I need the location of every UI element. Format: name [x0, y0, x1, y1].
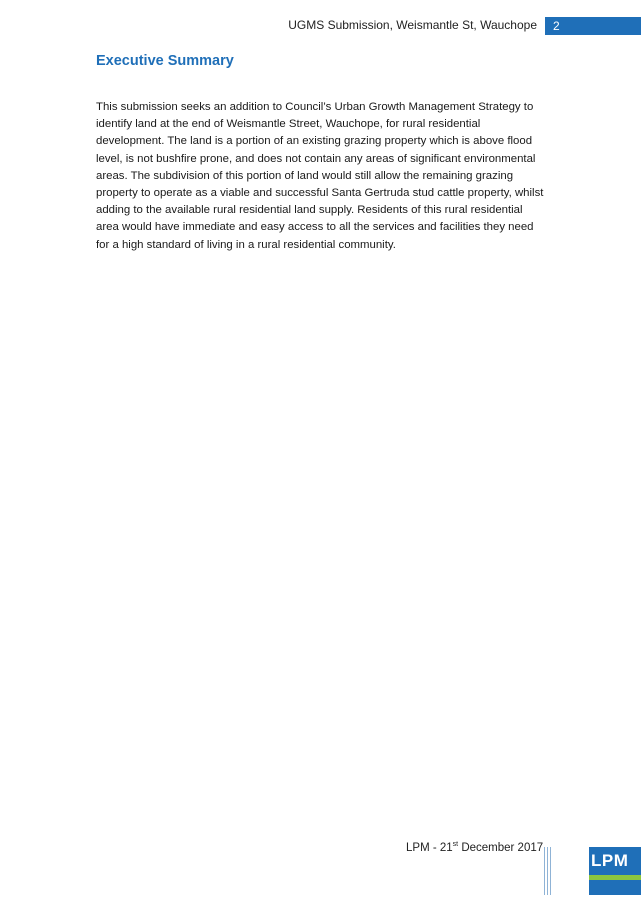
footer-divider-lines [544, 847, 552, 895]
logo-stripe [589, 875, 641, 880]
running-header: UGMS Submission, Weismantle St, Wauchope [288, 18, 537, 32]
footer-date-prefix: LPM - 21 [406, 842, 453, 854]
lpm-logo [589, 847, 641, 895]
page-number: 2 [545, 17, 641, 35]
logo-text: LPM [591, 851, 629, 870]
footer-date-suffix: December 2017 [458, 842, 544, 854]
section-title: Executive Summary [96, 53, 234, 69]
footer-date [406, 842, 543, 854]
footer-date-ordinal: st [452, 841, 459, 849]
summary-paragraph: This submission seeks an addition to Council’s Urban Growth Management Strategy to identify land at the end of Weismantle Street, Wauchope, for rural residential development. The land is a portion of an existing grazing property which is above flood level, is not bushfire prone, and does not contain any areas of significant environmental areas. The subdivision of this portion of land would still allow the remaining grazing property to operate as a viable and successful Santa Gertruda stud cattle property, whilst adding to the available rural residential land supply. Residents of this rural residential area would have immediate and easy access to all the services and facilities they need for a high standard of living in a rural residential community. [96, 101, 544, 251]
